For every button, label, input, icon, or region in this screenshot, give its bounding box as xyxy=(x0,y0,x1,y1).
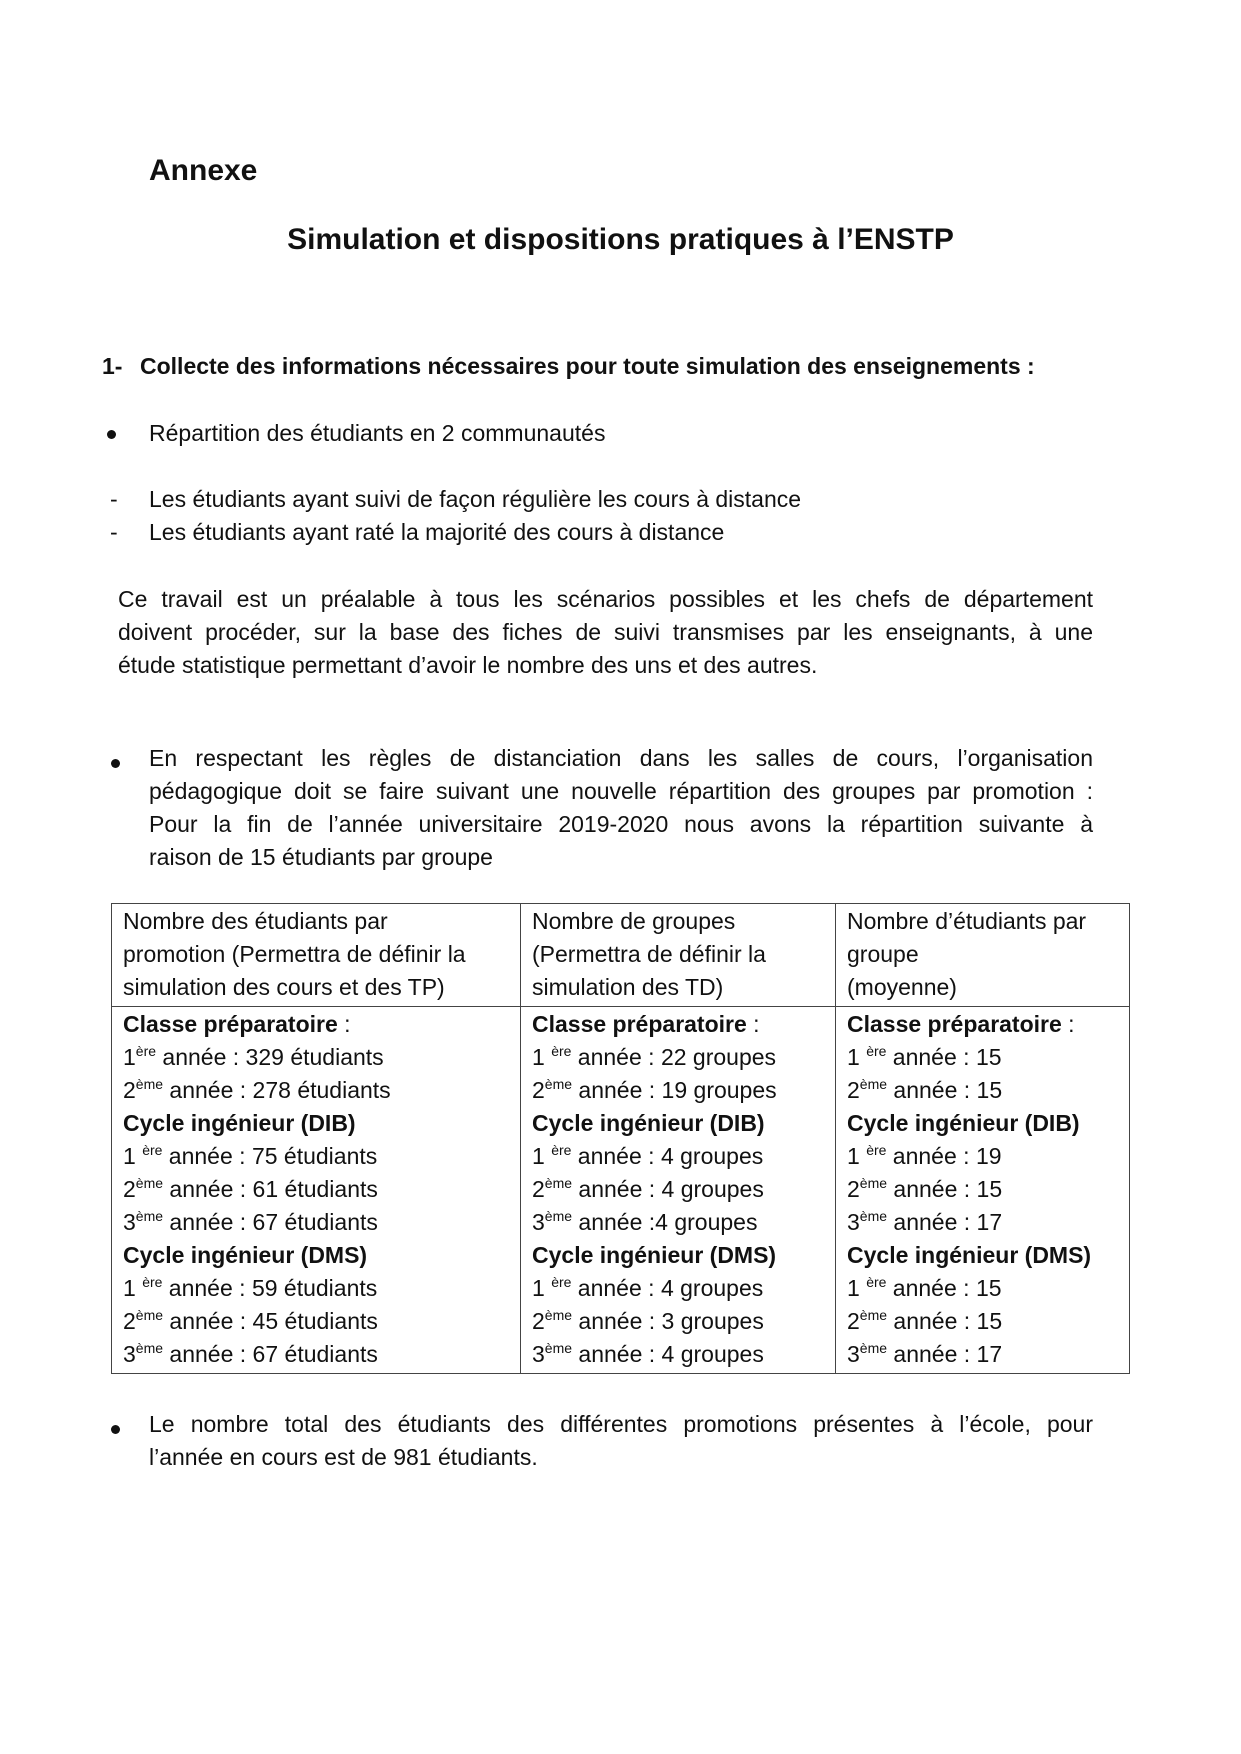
year-line xyxy=(847,1074,1119,1107)
year-value: année : 67 étudiants xyxy=(163,1209,378,1235)
paragraph xyxy=(118,583,1093,682)
paragraph-line: raison de 15 étudiants par groupe xyxy=(149,844,493,870)
year-line xyxy=(123,1074,510,1107)
header-line: promotion (Permettra de définir la xyxy=(123,941,466,967)
year-value: année : 19 xyxy=(886,1143,1002,1169)
year-line xyxy=(123,1272,510,1305)
header-line: (Permettra de définir la xyxy=(532,941,766,967)
year-ordinal: ère xyxy=(866,1043,887,1059)
year-value: année : 17 xyxy=(887,1209,1003,1235)
header-line: Nombre de groupes xyxy=(532,908,736,934)
section-title: Classe préparatoire xyxy=(847,1011,1062,1037)
year-value: année : 4 groupes xyxy=(572,1176,764,1202)
section-title-line xyxy=(532,1107,825,1140)
year-number: 2 xyxy=(847,1176,860,1202)
year-ordinal: ère xyxy=(551,1142,572,1158)
year-number: 2 xyxy=(532,1077,545,1103)
year-number: 2 xyxy=(532,1176,545,1202)
bullet-icon xyxy=(111,759,120,768)
year-ordinal: ème xyxy=(135,1076,164,1092)
year-number: 1 xyxy=(123,1275,143,1301)
year-ordinal: ème xyxy=(135,1340,164,1356)
year-line xyxy=(847,1272,1119,1305)
table-header-cell xyxy=(521,904,836,1007)
year-ordinal: ème xyxy=(544,1175,573,1191)
bullet-paragraph xyxy=(149,1408,1093,1474)
table-header-row xyxy=(112,904,1130,1007)
year-ordinal: ère xyxy=(135,1043,157,1059)
year-number: 2 xyxy=(123,1308,136,1334)
section-title: Cycle ingénieur (DMS) xyxy=(532,1242,777,1268)
year-ordinal: ème xyxy=(135,1175,164,1191)
year-line xyxy=(532,1272,825,1305)
table-cell xyxy=(112,1007,521,1374)
year-value: année : 15 xyxy=(887,1308,1003,1334)
year-ordinal: ème xyxy=(859,1307,888,1323)
section-number: 1- xyxy=(102,353,123,379)
year-line xyxy=(532,1305,825,1338)
section-title-line xyxy=(123,1107,510,1140)
year-line xyxy=(123,1173,510,1206)
year-value: année : 67 étudiants xyxy=(163,1341,378,1367)
section-title: Cycle ingénieur (DIB) xyxy=(847,1110,1080,1136)
dash-icon: - xyxy=(110,486,118,512)
dash-item-text: Les étudiants ayant suivi de façon régulière les cours à distance xyxy=(149,486,802,512)
year-line xyxy=(847,1305,1119,1338)
year-line xyxy=(532,1173,825,1206)
year-value: année : 4 groupes xyxy=(571,1143,764,1169)
year-ordinal: ème xyxy=(135,1208,164,1224)
year-line xyxy=(532,1041,825,1074)
section-title-suffix: : xyxy=(337,1011,351,1037)
year-line xyxy=(847,1140,1119,1173)
year-number: 1 xyxy=(847,1044,867,1070)
year-ordinal: ère xyxy=(866,1274,887,1290)
paragraph-line: En respectant les règles de distanciation dans les salles de cours, l’organisation xyxy=(149,745,1093,771)
year-value: année : 59 étudiants xyxy=(162,1275,378,1301)
year-value: année : 329 étudiants xyxy=(156,1044,384,1070)
year-number: 3 xyxy=(123,1341,136,1367)
year-value: année : 15 xyxy=(887,1077,1003,1103)
year-number: 1 xyxy=(847,1275,867,1301)
year-value: année : 75 étudiants xyxy=(162,1143,378,1169)
bullet-item xyxy=(107,417,1107,450)
year-value: année : 15 xyxy=(886,1044,1002,1070)
year-value: année : 4 groupes xyxy=(572,1341,764,1367)
dash-item xyxy=(110,483,1110,516)
dash-icon: - xyxy=(110,519,118,545)
year-number: 1 xyxy=(532,1143,552,1169)
year-number: 1 xyxy=(532,1275,552,1301)
table-header-cell xyxy=(836,904,1130,1007)
section-title-line xyxy=(123,1008,510,1041)
year-ordinal: ème xyxy=(859,1175,888,1191)
header-line: Nombre d’étudiants par xyxy=(847,908,1087,934)
section-title: Cycle ingénieur (DMS) xyxy=(847,1242,1092,1268)
header-line: groupe xyxy=(847,941,919,967)
dash-item xyxy=(110,516,1110,549)
year-value: année : 15 xyxy=(887,1176,1003,1202)
year-ordinal: ème xyxy=(544,1340,573,1356)
section-title: Cycle ingénieur (DIB) xyxy=(123,1110,356,1136)
year-ordinal: ère xyxy=(142,1274,163,1290)
year-number: 2 xyxy=(847,1077,860,1103)
section-title-line xyxy=(847,1239,1119,1272)
year-value: année : 15 xyxy=(886,1275,1002,1301)
year-value: année :4 groupes xyxy=(572,1209,758,1235)
section-title-line xyxy=(847,1107,1119,1140)
year-ordinal: ème xyxy=(859,1076,888,1092)
year-number: 1 xyxy=(847,1143,867,1169)
bullet-icon xyxy=(107,430,116,439)
bullet-text: Répartition des étudiants en 2 communautés xyxy=(149,420,606,446)
students-table xyxy=(111,903,1130,1374)
year-ordinal: ème xyxy=(859,1208,888,1224)
section-title: Classe préparatoire xyxy=(532,1011,747,1037)
paragraph-line: pédagogique doit se faire suivant une nouvelle répartition des groupes par promotion : xyxy=(149,778,1093,804)
year-value: année : 22 groupes xyxy=(571,1044,777,1070)
paragraph-line: Pour la fin de l’année universitaire 2019-2020 nous avons la répartition suivante à xyxy=(149,811,1093,837)
header-line: Nombre des étudiants par xyxy=(123,908,388,934)
year-number: 3 xyxy=(532,1209,545,1235)
bullet-paragraph xyxy=(149,742,1093,874)
section-1-heading xyxy=(102,350,1035,383)
year-line xyxy=(847,1041,1119,1074)
section-title-line xyxy=(123,1239,510,1272)
table-header-cell xyxy=(112,904,521,1007)
section-title: Cycle ingénieur (DMS) xyxy=(123,1242,368,1268)
year-line xyxy=(123,1338,510,1371)
header-line: simulation des TD) xyxy=(532,974,724,1000)
header-line: (moyenne) xyxy=(847,974,957,1000)
main-title: Simulation et dispositions pratiques à l’ENSTP xyxy=(287,223,954,256)
year-number: 3 xyxy=(123,1209,136,1235)
year-line xyxy=(532,1206,825,1239)
year-ordinal: ème xyxy=(135,1307,164,1323)
dash-item-text: Les étudiants ayant raté la majorité des cours à distance xyxy=(149,519,725,545)
section-heading-text: Collecte des informations nécessaires pour toute simulation des enseignements : xyxy=(140,353,1035,379)
table-row xyxy=(112,1007,1130,1374)
year-number: 1 xyxy=(532,1044,552,1070)
section-title-line xyxy=(847,1008,1119,1041)
year-line xyxy=(847,1206,1119,1239)
year-ordinal: ème xyxy=(544,1307,573,1323)
bullet-icon xyxy=(111,1425,120,1434)
year-value: année : 278 étudiants xyxy=(163,1077,391,1103)
year-line xyxy=(847,1338,1119,1371)
year-line xyxy=(123,1305,510,1338)
year-line xyxy=(123,1140,510,1173)
paragraph-line: Ce travail est un préalable à tous les scénarios possibles et les chefs de département xyxy=(118,586,1093,612)
year-number: 3 xyxy=(532,1341,545,1367)
year-line xyxy=(532,1338,825,1371)
year-number: 1 xyxy=(123,1143,143,1169)
paragraph-line: Le nombre total des étudiants des différentes promotions présentes à l’école, pour xyxy=(149,1411,1093,1437)
year-ordinal: ère xyxy=(551,1043,572,1059)
year-line xyxy=(532,1140,825,1173)
annexe-title: Annexe xyxy=(149,154,258,187)
year-number: 2 xyxy=(123,1077,136,1103)
year-line xyxy=(847,1173,1119,1206)
year-value: année : 61 étudiants xyxy=(163,1176,378,1202)
year-number: 3 xyxy=(847,1341,860,1367)
section-title-line xyxy=(532,1008,825,1041)
year-number: 3 xyxy=(847,1209,860,1235)
year-line xyxy=(123,1041,510,1074)
year-number: 2 xyxy=(847,1308,860,1334)
year-value: année : 3 groupes xyxy=(572,1308,764,1334)
header-line: simulation des cours et des TP) xyxy=(123,974,445,1000)
year-number: 2 xyxy=(123,1176,136,1202)
section-title-suffix: : xyxy=(746,1011,760,1037)
section-title-line xyxy=(532,1239,825,1272)
section-title: Classe préparatoire xyxy=(123,1011,338,1037)
year-value: année : 4 groupes xyxy=(571,1275,764,1301)
table-cell xyxy=(521,1007,836,1374)
year-ordinal: ère xyxy=(866,1142,887,1158)
paragraph-line: doivent procéder, sur la base des fiches de suivi transmises par les enseignants, à une xyxy=(118,619,1093,645)
year-value: année : 17 xyxy=(887,1341,1003,1367)
year-value: année : 19 groupes xyxy=(572,1077,777,1103)
paragraph-line: étude statistique permettant d’avoir le nombre des uns et des autres. xyxy=(118,652,818,678)
year-ordinal: ère xyxy=(142,1142,163,1158)
section-title-suffix: : xyxy=(1061,1011,1075,1037)
year-ordinal: ème xyxy=(859,1340,888,1356)
paragraph-line: l’année en cours est de 981 étudiants. xyxy=(149,1444,538,1470)
year-number: 1 xyxy=(123,1044,136,1070)
year-ordinal: ème xyxy=(544,1208,573,1224)
table-cell xyxy=(836,1007,1130,1374)
year-number: 2 xyxy=(532,1308,545,1334)
year-ordinal: ème xyxy=(544,1076,573,1092)
year-ordinal: ère xyxy=(551,1274,572,1290)
year-value: année : 45 étudiants xyxy=(163,1308,378,1334)
year-line xyxy=(123,1206,510,1239)
year-line xyxy=(532,1074,825,1107)
section-title: Cycle ingénieur (DIB) xyxy=(532,1110,765,1136)
